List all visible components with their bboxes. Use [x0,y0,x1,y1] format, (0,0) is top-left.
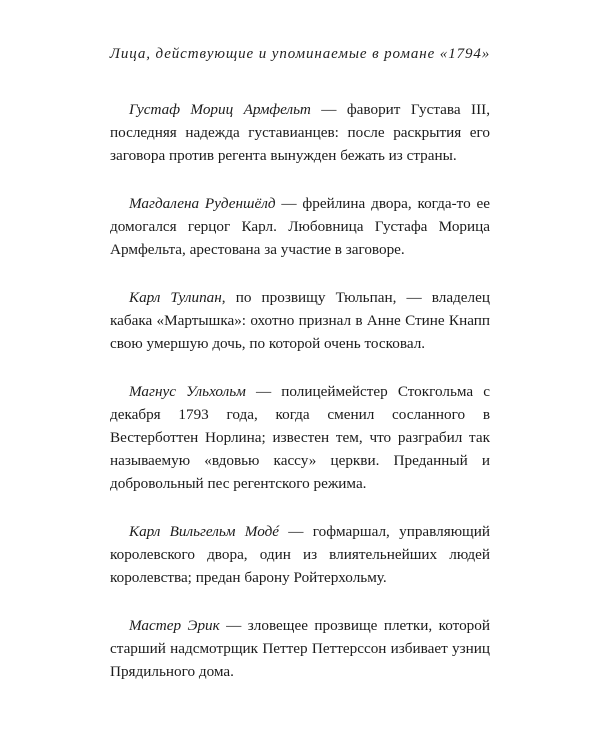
character-description: — гофмаршал, управляющий королевского двора, один из влиятельнейших людей королевства; предан барону Ройтерхольму. [110,523,490,586]
character-entry-rudenschold [110,192,490,261]
character-name: Густаф Мориц Армфельт [129,101,311,118]
character-entry-ullholm [110,380,490,495]
character-description: , по прозвищу Тюльпан, — владелец кабака «Мартышка»: охотно признал в Анне Стине Кнапп свою умершую дочь, по которой очень тосковал. [110,289,490,352]
character-entry-mode [110,520,490,589]
character-list [110,98,490,708]
character-description: — фаворит Густава III, последняя надежда густавианцев: после раскрытия его заговора против регента вынужден бежать из страны. [110,101,491,164]
character-entry-armfelt [110,98,490,167]
character-name: Мастер Эрик [129,617,220,634]
character-description: — полицеймейстер Стокгольма с декабря 1793 года, когда сменил сосланного в Вестерботтен Норлина; известен тем, что разграбил так называемую «вдовью кассу» церкви. Преданный и добровольный пес регентского режима. [110,383,490,492]
character-name: Карл Вильгельм Модé [129,523,280,540]
character-name: Карл Тулипан [129,289,222,306]
character-description: — фрейлина двора, когда-то ее домогался герцог Карл. Любовница Густафа Морица Армфельта, арестована за участие в заговоре. [110,195,490,258]
character-description: — зловещее прозвище плетки, которой старший надсмотрщик Петтер Петтерссон избивает узниц Прядильного дома. [110,617,490,680]
character-name: Магнус Ульхольм [129,383,246,400]
character-name: Магдалена Руденшёлд [129,195,276,212]
character-entry-tulipan [110,286,490,355]
character-entry-master-erik [110,614,490,683]
running-head: Лица, действующие и упоминаемые в романе «1794» [109,46,491,62]
